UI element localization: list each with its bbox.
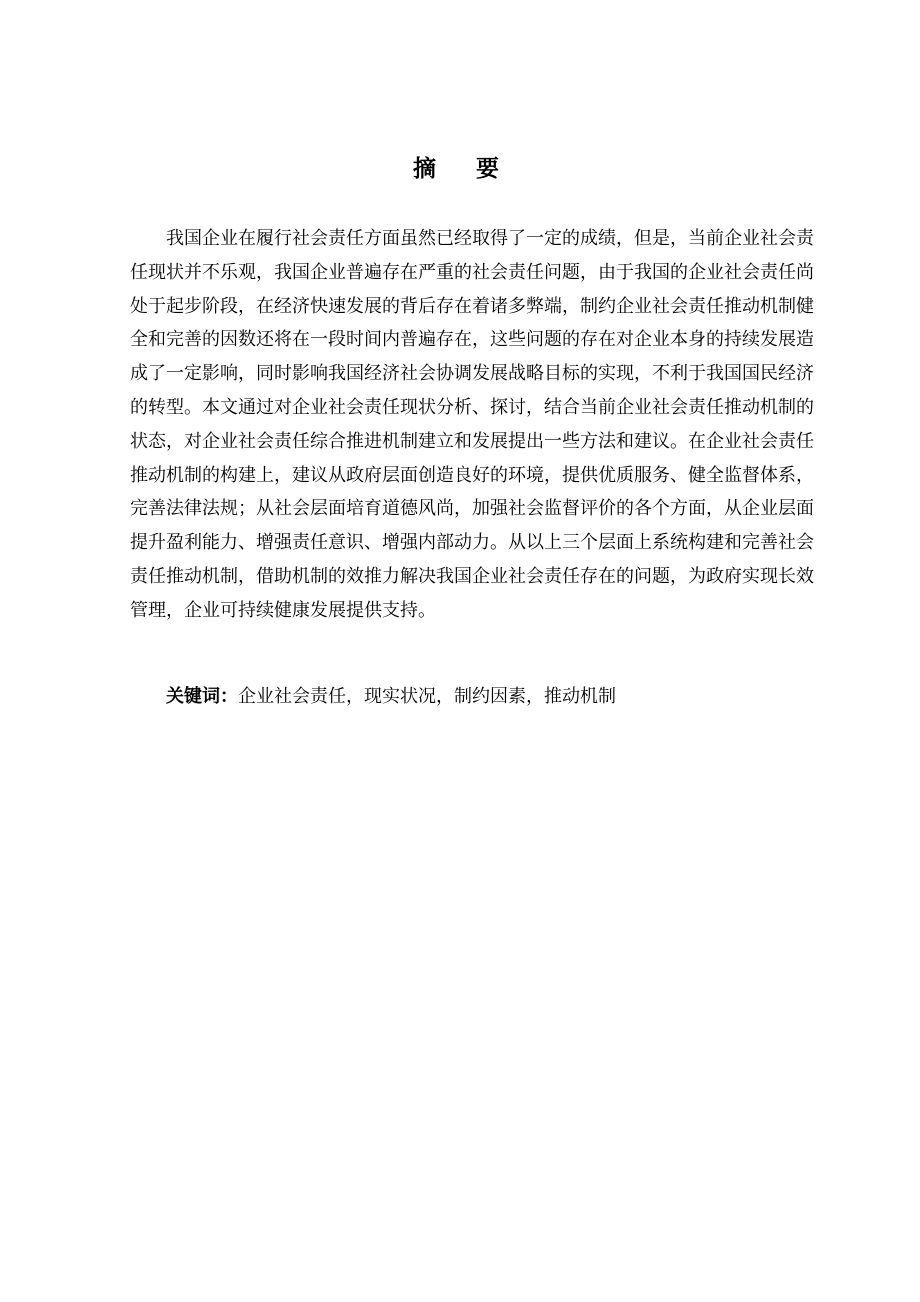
abstract-paragraph: 我国企业在履行社会责任方面虽然已经取得了一定的成绩，但是，当前企业社会责任现状并不乐观，我国企业普遍存在严重的社会责任问题，由于我国的企业社会责任尚处于起步阶段，在经济快速发展的背后存在着诸多弊端，制约企业社会责任推动机制健全和完善的因数还将在一段时间内普遍存在，这些问题的存在对企业本身的持续发展造成了一定影响，同时影响我国经济社会协调发展战略目标的实现，不利于我国国民经济的转型。本文通过对企业社会责任现状分析、探讨，结合当前企业社会责任推动机制的状态，对企业社会责任综合推进机制建立和发展提出一些方法和建议。在企业社会责任推动机制的构建上，建议从政府层面创造良好的环境，提供优质服务、健全监督体系，完善法律法规；从社会层面培育道德风尚，加强社会监督评价的各个方面，从企业层面提升盈利能力、增强责任意识、增强内部动力。从以上三个层面上系统构建和完善社会责任推动机制，借助机制的效推力解决我国企业社会责任存在的问题，为政府实现长效管理，企业可持续健康发展提供支持。: [130, 228, 814, 621]
page-title: 摘 要: [412, 155, 515, 182]
keywords-line: [166, 680, 816, 713]
keywords-text: 企业社会责任，现实状况，制约因素，推动机制: [238, 686, 616, 707]
keywords-label: 关键词：: [166, 686, 238, 707]
